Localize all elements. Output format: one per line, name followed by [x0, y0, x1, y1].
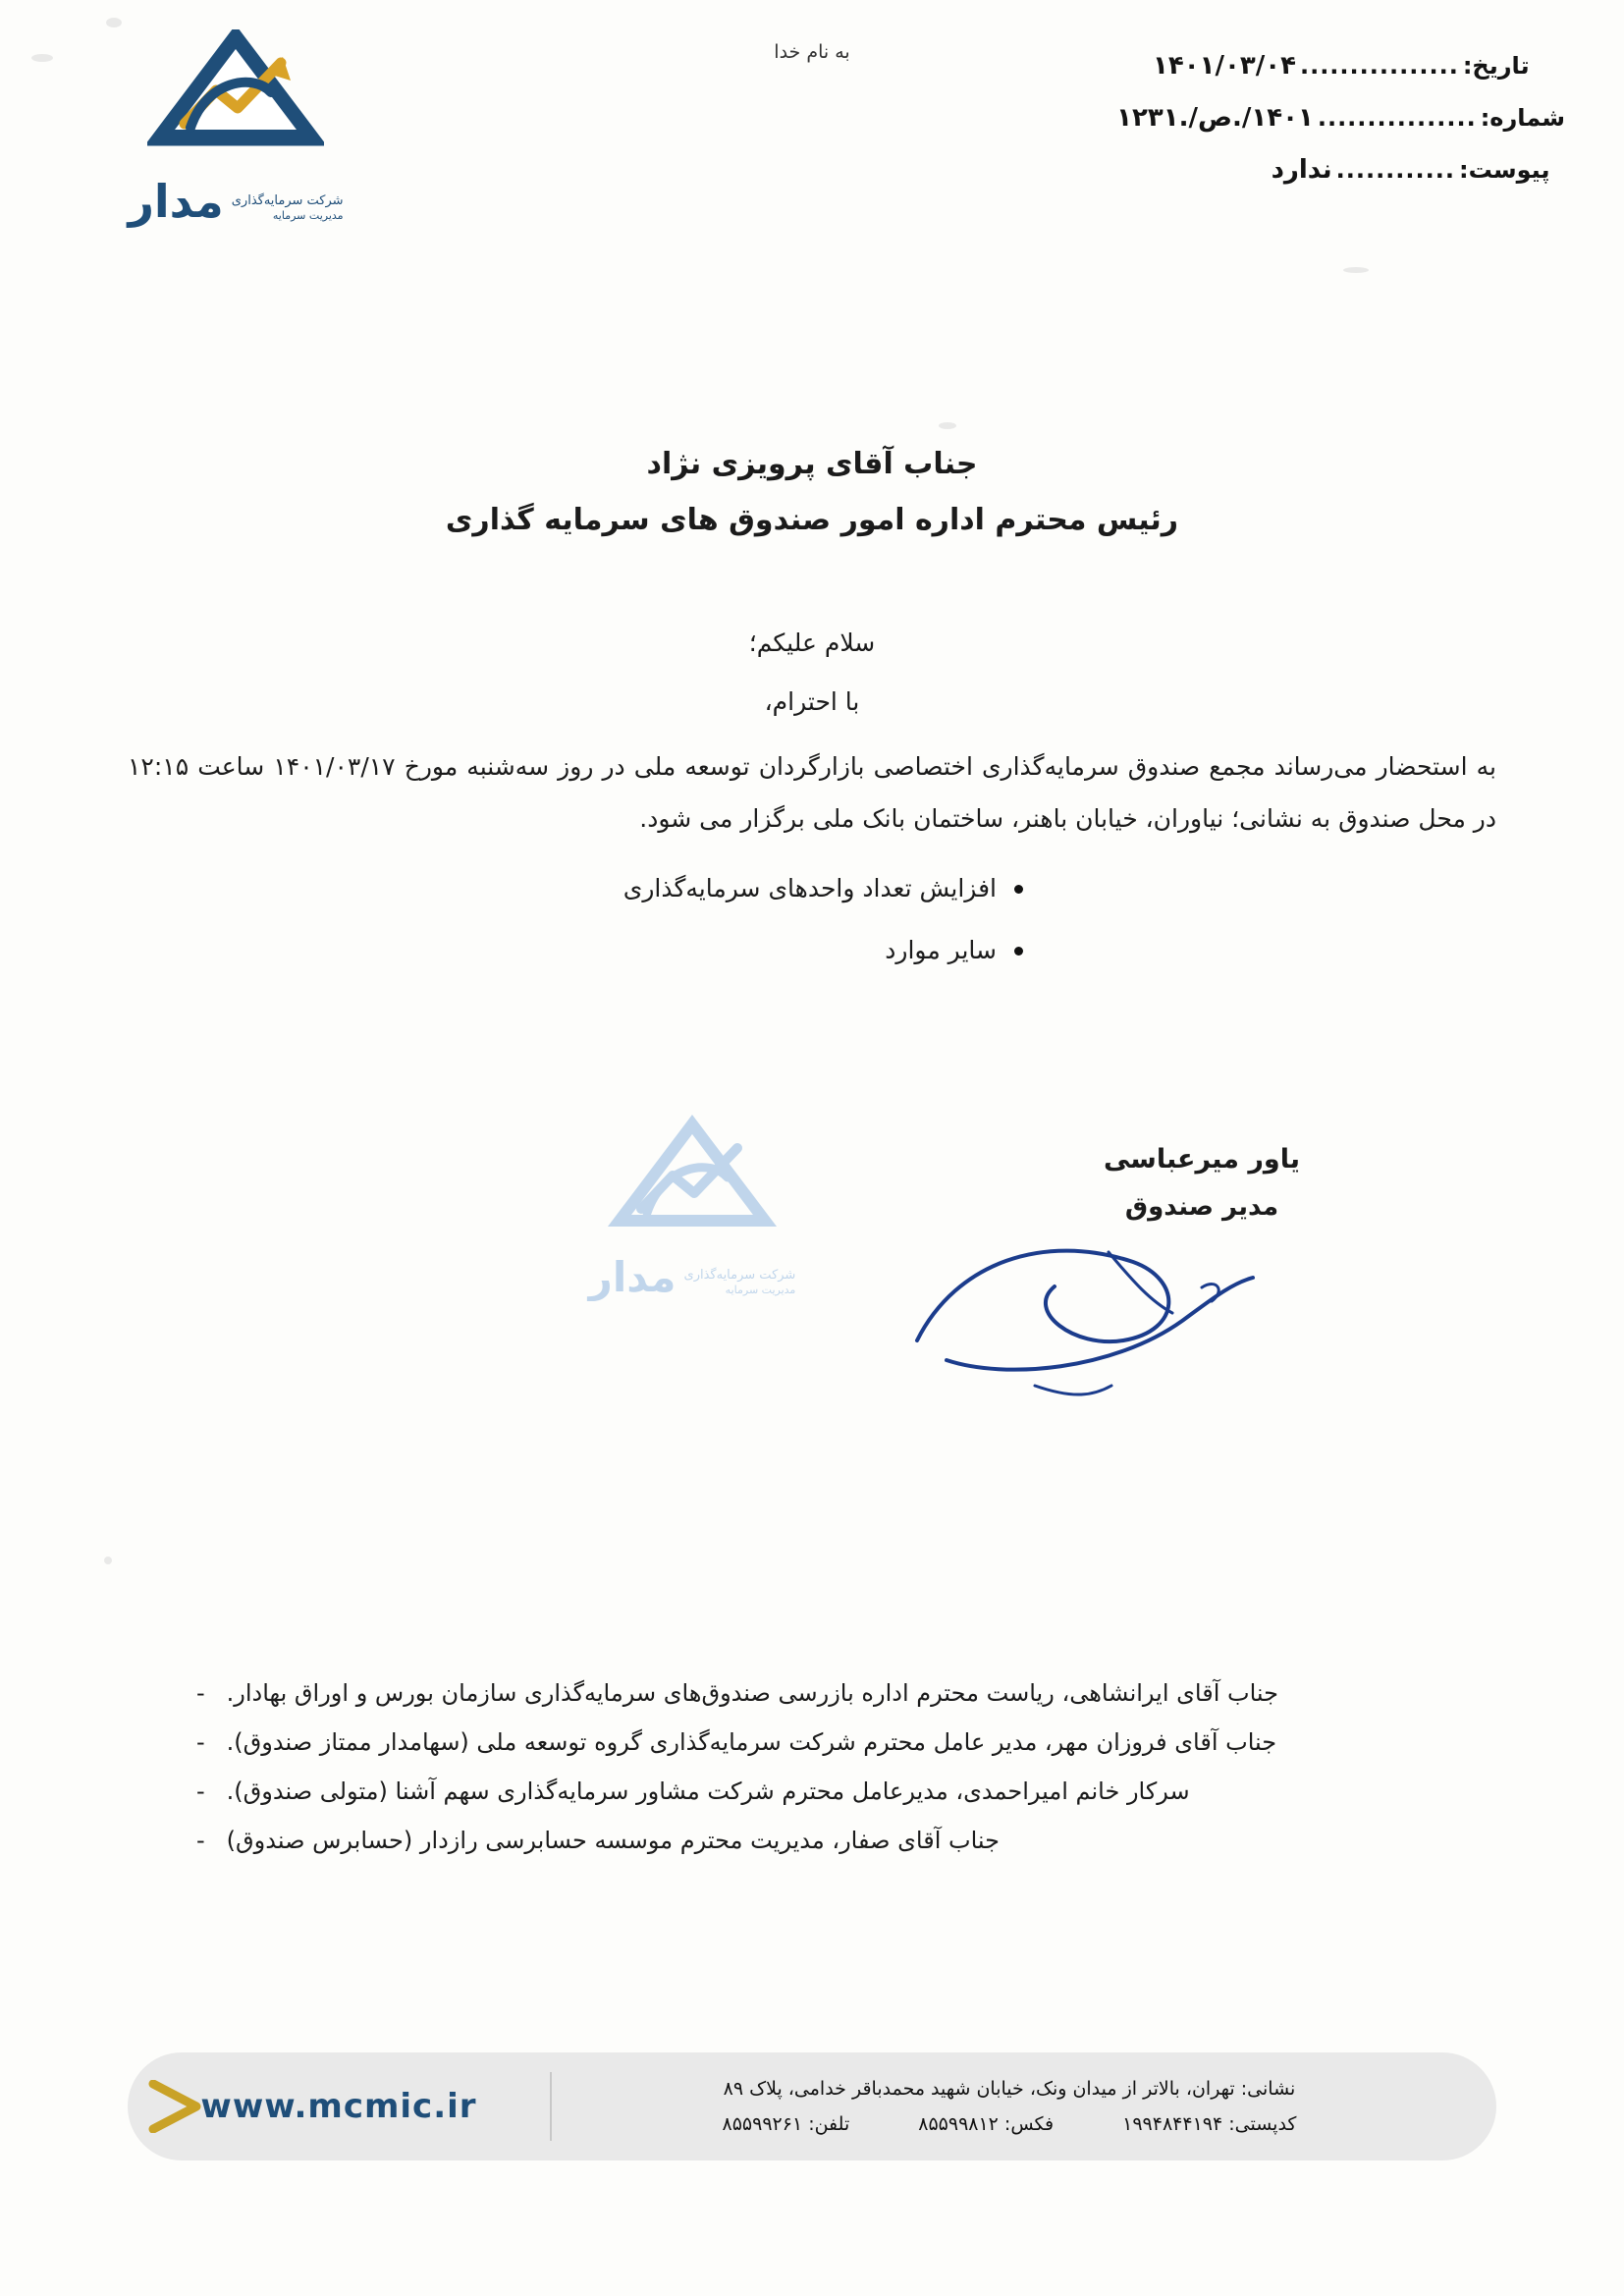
letter-meta-block: [1116, 51, 1565, 207]
cc-item: [196, 1728, 1428, 1756]
meta-value-date: ۱۴۰۱/۰۳/۰۴: [1153, 51, 1296, 81]
stamp-subtitle-1: شرکت سرمایه‌گذاری: [683, 1267, 796, 1283]
footer-divider: [550, 2072, 552, 2141]
agenda-item: [0, 874, 1624, 902]
stamp-subtitle-2: مدیریت سرمایه: [725, 1284, 796, 1297]
cc-dash: -: [196, 1827, 205, 1854]
footer-phone: تلفن: ۸۵۵۹۹۲۶۱: [722, 2113, 850, 2135]
bullet-dot-icon: [1014, 947, 1023, 956]
meta-row-date: [1153, 51, 1565, 81]
cc-dash: -: [196, 1777, 205, 1805]
arrow-icon: [147, 2080, 204, 2133]
cc-item-label: جناب آقای ایرانشاهی، ریاست محترم اداره بازرسی صندوق‌های سرمایه‌گذاری سازمان بورس و اوراق بهادار.: [226, 1679, 1278, 1707]
cc-item-label: جناب آقای صفار، مدیریت محترم موسسه حسابرسی رازدار (حسابرس صندوق): [226, 1827, 1000, 1854]
cc-item: [196, 1679, 1428, 1707]
scan-speckle: [104, 1557, 112, 1564]
agenda-list: [0, 874, 1624, 998]
meta-dots-attachment: ............: [1335, 156, 1455, 184]
logo-subtitle-2: مدیریت سرمایه: [272, 209, 344, 223]
letter-paragraph: به استحضار می‌رساند مجمع صندوق سرمایه‌گذاری اختصاصی بازارگردان توسعه ملی در روز سه‌شنبه مورخ ۱۴۰۱/۰۳/۱۷ ساعت ۱۲:۱۵ در محل صندوق به نشانی؛ نیاوران، خیابان باهنر، ساختمان بانک ملی برگزار می شود.: [128, 752, 1496, 833]
bullet-dot-icon: [1014, 885, 1023, 894]
page-footer: [128, 2052, 1496, 2160]
stamp-word: مدار: [588, 1253, 677, 1301]
signature-block: [1104, 1144, 1300, 1222]
meta-row-number: [1116, 103, 1565, 133]
footer-address: نشانی: تهران، بالاتر از میدان ونک، خیابان شهید محمدباقر خدامی، پلاک ۸۹: [723, 2077, 1296, 2100]
footer-postal: کدپستی: ۱۹۹۴۸۴۴۱۹۴: [1122, 2113, 1297, 2135]
cc-dash: -: [196, 1728, 205, 1756]
logo-word: مدار: [128, 175, 224, 228]
salutation-text: سلام علیکم؛: [748, 629, 876, 657]
logo-mark-icon: [147, 29, 324, 147]
meta-dots-date: ................: [1299, 52, 1459, 80]
footer-contact-info: [552, 2071, 1496, 2142]
cc-list: [196, 1679, 1428, 1876]
meta-label-date: تاریخ:: [1462, 52, 1530, 80]
meta-label-number: شماره:: [1480, 104, 1565, 132]
addressee-name: جناب آقای پرویزی نژاد: [646, 447, 978, 481]
company-stamp: [550, 1100, 835, 1355]
agenda-item: [0, 936, 1624, 964]
footer-fax: فکس: ۸۵۵۹۹۸۱۲: [918, 2113, 1055, 2135]
addressee-title: رئیس محترم اداره امور صندوق های سرمایه گذاری: [445, 503, 1179, 537]
cc-item: [196, 1777, 1428, 1805]
handwritten-signature: [888, 1193, 1300, 1419]
agenda-item-label: سایر موارد: [885, 936, 997, 964]
company-logo: [108, 29, 363, 226]
signatory-role: مدیر صندوق: [1124, 1192, 1279, 1222]
footer-website[interactable]: www.mcmic.ir: [200, 2087, 477, 2126]
bismillah-text: به نام خدا: [774, 41, 850, 63]
logo-wordmark: [108, 175, 363, 228]
signatory-name: یاور میرعباسی: [1103, 1144, 1300, 1175]
scan-speckle: [106, 18, 122, 27]
respect-text: با احترام،: [764, 687, 860, 716]
meta-label-attachment: پیوست:: [1459, 156, 1550, 184]
cc-item: [196, 1827, 1428, 1854]
cc-item-label: جناب آقای فروزان مهر، مدیر عامل محترم شرکت سرمایه‌گذاری گروه توسعه ملی (سهامدار ممتاز صندوق).: [226, 1728, 1277, 1756]
cc-item-label: سرکار خانم امیراحمدی، مدیرعامل محترم شرکت مشاور سرمایه‌گذاری سهم آشنا (متولی صندوق).: [226, 1777, 1190, 1805]
meta-value-attachment: ندارد: [1271, 155, 1332, 185]
logo-subtitle-1: شرکت سرمایه‌گذاری: [231, 192, 344, 208]
meta-value-number: ۱۴۰۱/.ص/.۱۲۳۱: [1116, 103, 1314, 133]
stamp-logo-icon: [604, 1100, 781, 1247]
scan-speckle: [939, 422, 956, 429]
addressee-block: [0, 447, 1624, 537]
meta-dots-number: ................: [1317, 104, 1477, 132]
meta-row-attachment: [1153, 155, 1565, 185]
agenda-item-label: افزایش تعداد واحدهای سرمایه‌گذاری: [623, 874, 997, 902]
cc-dash: -: [196, 1679, 205, 1707]
scan-speckle: [1343, 267, 1369, 273]
